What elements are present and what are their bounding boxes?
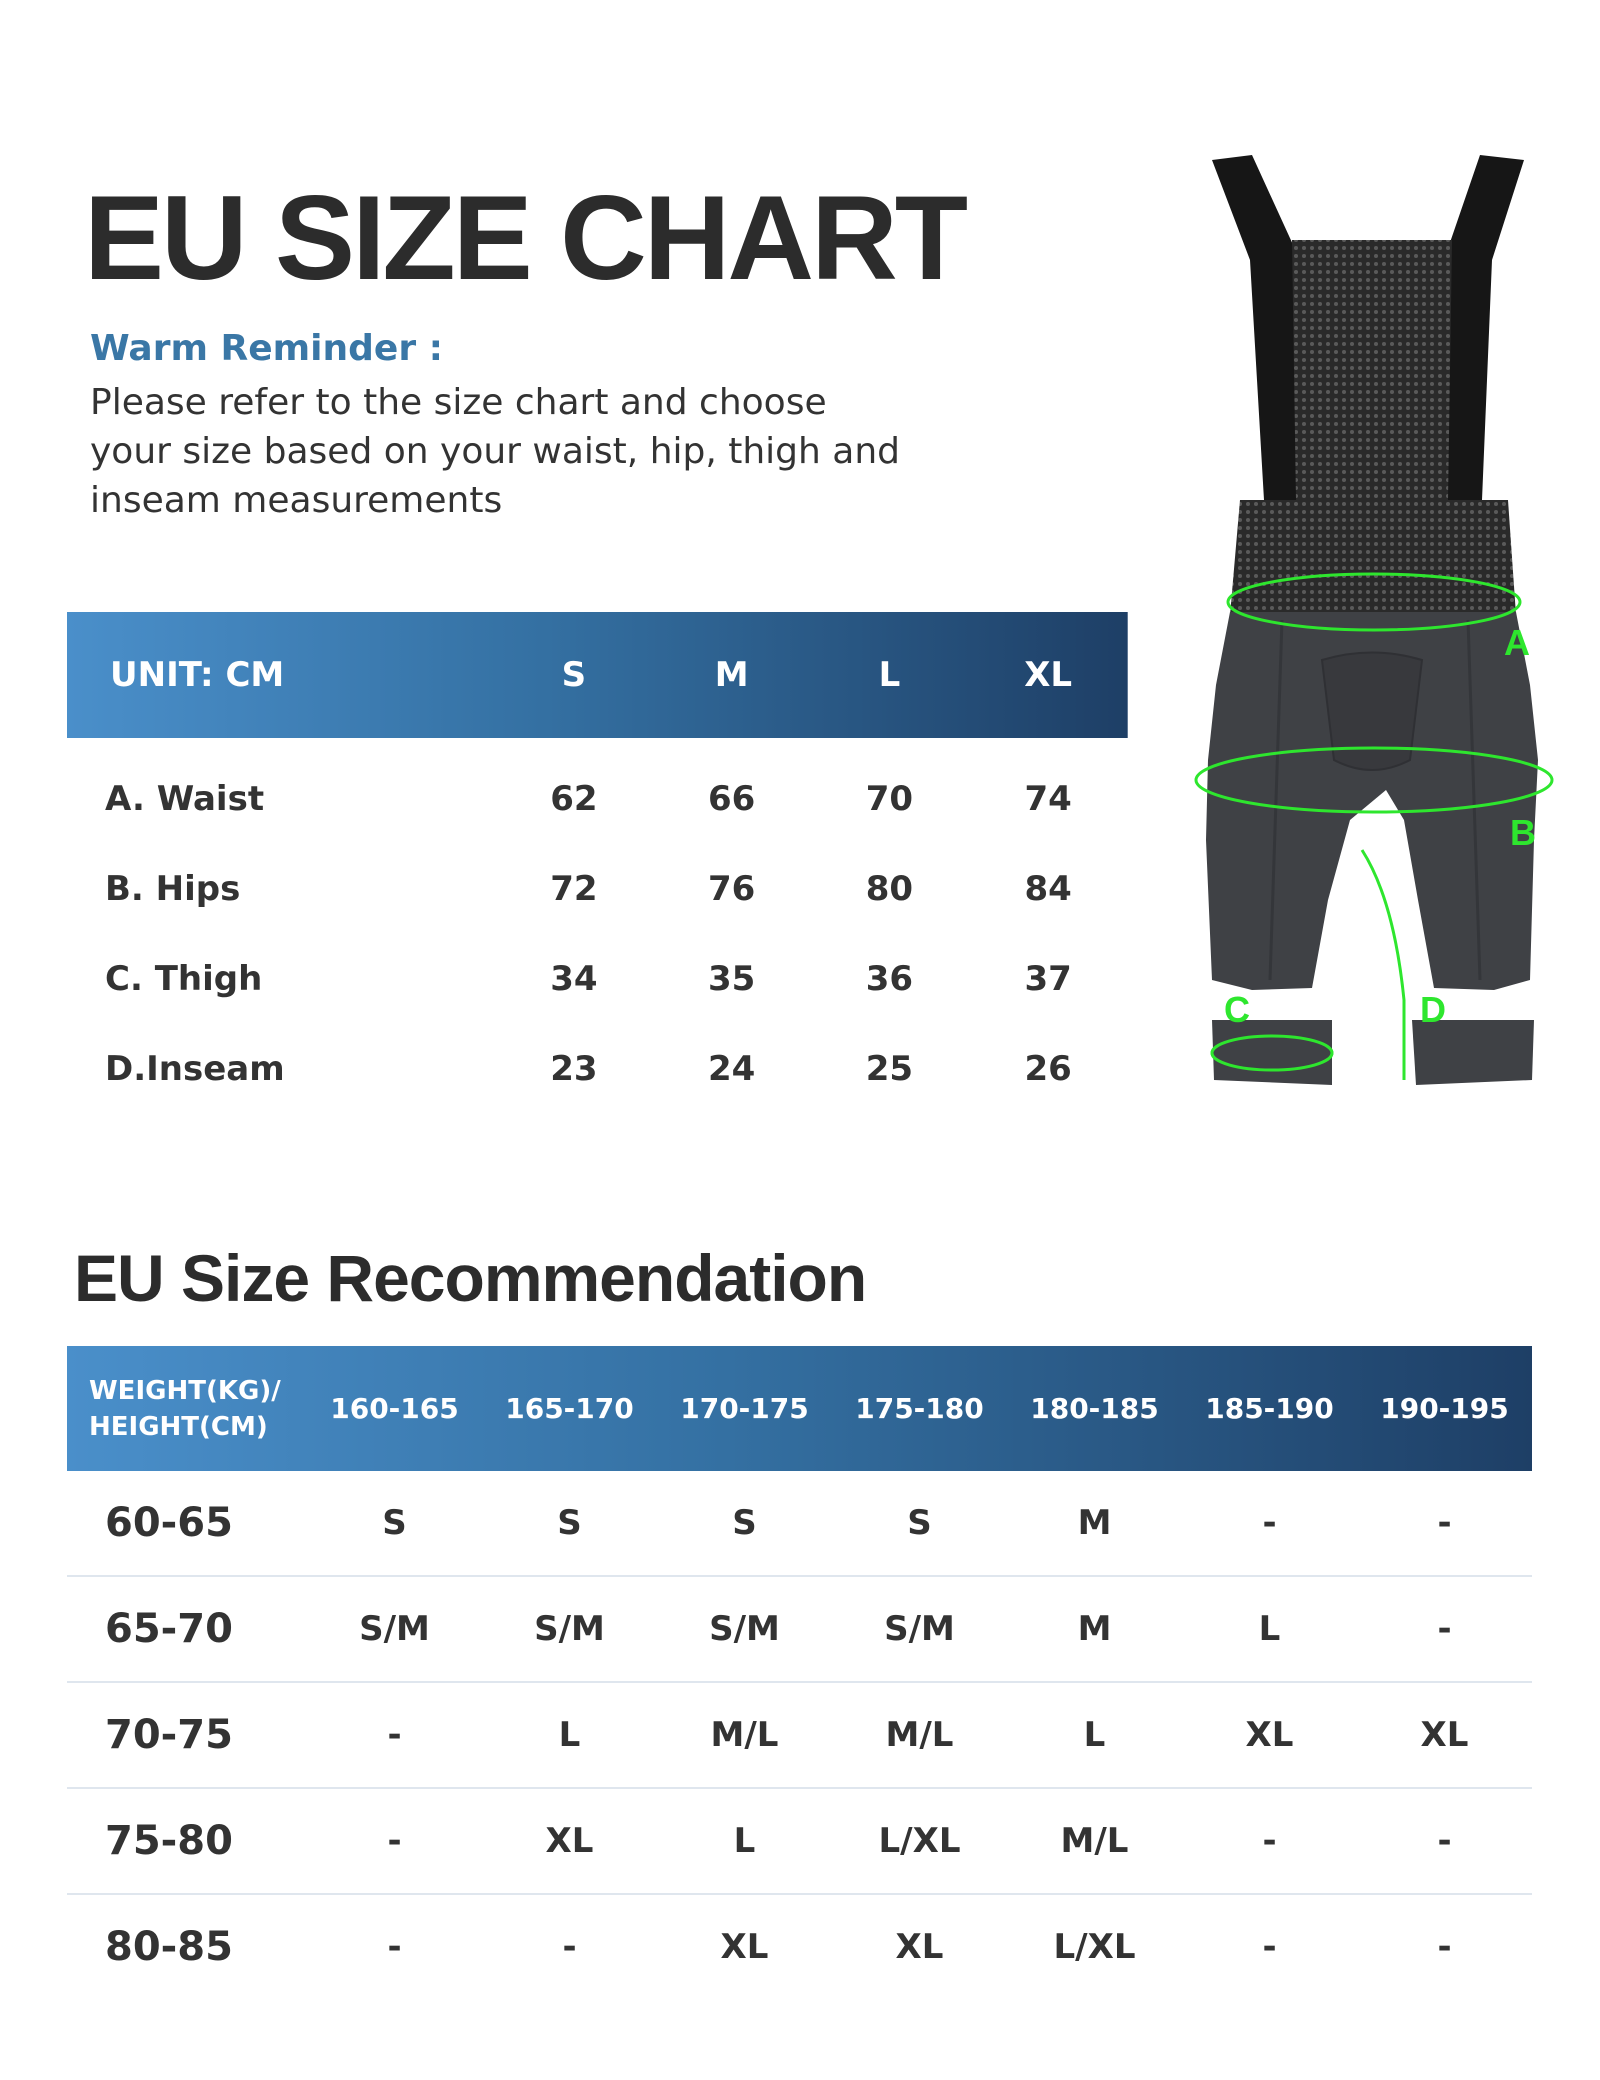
unit-label: UNIT: CM [110,655,285,695]
cell: 80 [865,869,914,909]
cell: 36 [865,959,914,999]
marker-c: C [1224,989,1250,1030]
cell: L [482,1682,657,1788]
corner-line-height: HEIGHT(CM) [89,1411,268,1442]
height-header: 175-180 [855,1392,984,1425]
row-label: C. Thigh [105,959,263,999]
size-header-m: M [714,655,749,695]
waistband-mesh [1230,500,1516,615]
cell: XL [720,1927,769,1967]
size-recommendation-table [67,1346,1532,1999]
height-header: 160-165 [330,1392,459,1425]
warm-reminder-text: Please refer to the size chart and choose your size based on your waist, hip, thigh and inseam measurements [90,382,901,521]
size-row-waist [67,738,1128,844]
cell: 72 [550,869,598,909]
inseam-measure-line [1362,850,1404,1080]
height-header: 190-195 [1380,1392,1509,1425]
cell: - [307,1682,482,1788]
corner-line-weight: WEIGHT(KG)/ [89,1375,281,1406]
cell: S/M [832,1576,1007,1682]
cell: 23 [550,1049,598,1089]
size-chart-table [67,612,1128,1114]
table-row [67,1682,1532,1788]
cell: S [657,1471,832,1576]
cell: - [1182,1788,1357,1894]
weight-height-label [67,1346,307,1471]
size-header-l: L [878,655,901,695]
cell: 70 [865,779,914,819]
row-label: D.Inseam [105,1049,285,1089]
weight-label: 75-80 [67,1788,307,1894]
mesh-panel [1292,240,1452,500]
cell: - [1357,1471,1532,1576]
cell: 62 [550,779,598,819]
warm-reminder-label: Warm Reminder : [90,328,444,369]
table-row [67,1894,1532,1999]
cell: - [1357,1576,1532,1682]
height-header: 180-185 [1030,1392,1159,1425]
cell: L [1182,1576,1357,1682]
cell: M [1007,1576,1182,1682]
left-strap-shape [1212,155,1300,500]
marker-d: D [1420,989,1446,1030]
cell: S/M [657,1576,832,1682]
size-chart-header [67,612,1128,738]
bib-shorts-illustration [1172,140,1572,1140]
cell: - [1437,1927,1452,1967]
marker-a: A [1504,622,1530,663]
height-header: 165-170 [505,1392,634,1425]
height-header: 170-175 [680,1392,809,1425]
cell: XL [482,1788,657,1894]
cell: S [307,1471,482,1576]
weight-label: 65-70 [67,1576,307,1682]
cell: 66 [707,779,756,819]
row-label: B. Hips [105,869,241,909]
cell: 37 [1024,959,1072,999]
page-title: EU SIZE CHART [84,171,966,305]
cell: XL [895,1927,944,1967]
row-label: A. Waist [105,779,265,819]
size-row-thigh [67,934,1128,1024]
cell: 74 [1024,779,1072,819]
cell: S/M [307,1576,482,1682]
weight-label: 70-75 [67,1682,307,1788]
size-row-inseam [67,1024,1128,1114]
cell: - [307,1788,482,1894]
cell: - [1357,1788,1532,1894]
cell: S [832,1471,1007,1576]
height-header: 185-190 [1205,1392,1334,1425]
cell: 26 [1024,1049,1072,1089]
cell: S/M [482,1576,657,1682]
weight-label: 80-85 [105,1924,233,1970]
cell: - [387,1927,402,1967]
cell: M/L [657,1682,832,1788]
size-header-s: S [561,655,587,695]
size-header-xl: XL [1024,655,1073,695]
table-row [67,1576,1532,1682]
table-row [67,1471,1532,1576]
cell: S [482,1471,657,1576]
cell: - [1182,1471,1357,1576]
cell: M [1007,1471,1182,1576]
cell: 76 [707,869,756,909]
cell: - [1262,1927,1277,1967]
cell: 84 [1024,869,1072,909]
chamois-outline [1322,653,1422,771]
cell: L/XL [832,1788,1007,1894]
weight-label: 60-65 [67,1471,307,1576]
table-row [67,1788,1532,1894]
cell: 35 [707,959,756,999]
cell: XL [1182,1682,1357,1788]
marker-b: B [1510,812,1536,853]
cell: M/L [832,1682,1007,1788]
cell: 24 [707,1049,756,1089]
recommendation-header [67,1346,1532,1471]
cell: L/XL [1053,1927,1136,1967]
cell: 34 [550,959,598,999]
cell: XL [1357,1682,1532,1788]
cell: L [657,1788,832,1894]
cell: M/L [1007,1788,1182,1894]
size-row-hips [67,844,1128,934]
recommendation-title: EU Size Recommendation [74,1241,867,1315]
cell: 25 [865,1049,914,1089]
cell: L [1007,1682,1182,1788]
cell: - [562,1927,577,1967]
right-strap-shape [1444,155,1524,500]
